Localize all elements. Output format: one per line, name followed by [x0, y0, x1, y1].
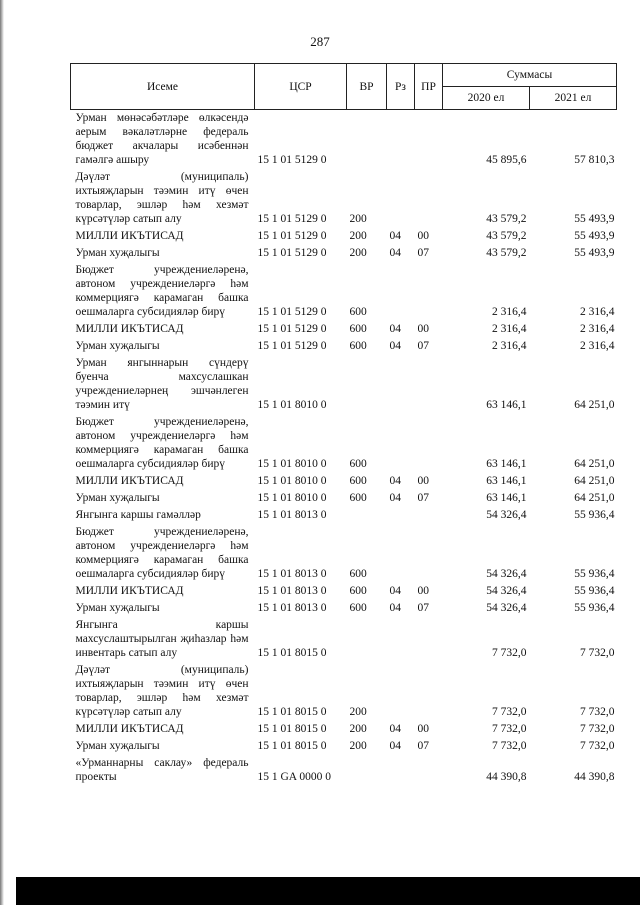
row-pr: 07 [417, 602, 429, 614]
row-csr: 15 1 01 8013 0 [257, 509, 327, 521]
row-sum-2020: 7 732,0 [492, 647, 527, 659]
row-csr: 15 1 GA 0000 0 [257, 771, 331, 783]
row-vr: 600 [349, 585, 367, 597]
row-csr: 15 1 01 5129 0 [257, 230, 327, 242]
row-csr: 15 1 01 8010 0 [257, 458, 327, 470]
row-csr: 15 1 01 8010 0 [257, 492, 327, 504]
table-row [71, 490, 617, 507]
row-sum-2021: 64 251,0 [574, 475, 615, 487]
row-vr [347, 355, 387, 414]
row-sum-2021: 55 493,9 [574, 230, 615, 242]
row-sum-2021: 64 251,0 [574, 458, 615, 470]
table-row [71, 338, 617, 355]
header-rz: Рз [387, 64, 415, 110]
table-row [71, 110, 617, 170]
row-sum-2021: 55 936,4 [574, 568, 615, 580]
row-pr [415, 414, 443, 473]
row-sum-2021: 7 732,0 [580, 706, 615, 718]
row-vr: 600 [349, 492, 367, 504]
row-csr: 15 1 01 8015 0 [257, 706, 327, 718]
row-csr: 15 1 01 5129 0 [257, 340, 327, 352]
row-sum-2020: 54 326,4 [486, 509, 527, 521]
table-row [71, 355, 617, 414]
table-row [71, 228, 617, 245]
row-csr: 15 1 01 8015 0 [257, 723, 327, 735]
row-name: Дәүләт (муниципаль) ихтыяҗларын тәэмин итү өчен товарлар, эшләр һәм хезмәт күрсәтүләр сатып алу [75, 171, 249, 225]
row-name: МИЛЛИ ИКЪТИСАД [75, 323, 184, 335]
table-row [71, 755, 617, 786]
row-pr [415, 169, 443, 228]
row-pr: 00 [417, 230, 429, 242]
row-csr: 15 1 01 5129 0 [257, 213, 327, 225]
table-row [71, 321, 617, 338]
row-sum-2020: 43 579,2 [486, 213, 527, 225]
row-sum-2021: 64 251,0 [574, 399, 615, 411]
row-vr: 200 [349, 740, 367, 752]
row-sum-2020: 63 146,1 [486, 475, 527, 487]
page-number: 287 [310, 34, 330, 49]
row-rz [387, 169, 415, 228]
row-rz: 04 [389, 247, 401, 259]
table-row [71, 617, 617, 662]
table-row [71, 662, 617, 721]
row-pr: 07 [417, 247, 429, 259]
row-sum-2021: 44 390,8 [574, 771, 615, 783]
row-vr: 600 [349, 568, 367, 580]
row-pr [415, 755, 443, 786]
table-row [71, 262, 617, 321]
row-rz [387, 110, 415, 170]
row-rz: 04 [389, 230, 401, 242]
row-name: Урман мөнәсәбәтләре өлкәсендә аерым вәкаләтләрне федераль бюджет акчалары исәбеннән гамәлгә ашыру [75, 112, 249, 166]
row-sum-2020: 7 732,0 [492, 740, 527, 752]
row-name: МИЛЛИ ИКЪТИСАД [75, 585, 184, 597]
row-csr: 15 1 01 8013 0 [257, 585, 327, 597]
row-rz [387, 355, 415, 414]
header-year-2021: 2021 ел [530, 87, 617, 110]
row-name: Янгынга каршы махсуслаштырылган җиһазлар һәм инвентарь сатып алу [75, 619, 249, 659]
row-vr [347, 755, 387, 786]
row-vr: 200 [349, 213, 367, 225]
row-csr: 15 1 01 8010 0 [257, 399, 327, 411]
row-sum-2020: 7 732,0 [492, 723, 527, 735]
row-name: Урман янгыннарын сүндерү буенча махсуслашкан учреждениеләрнең эшчәнлеген тәэмин итү [75, 357, 249, 411]
row-sum-2020: 63 146,1 [486, 458, 527, 470]
row-pr: 07 [417, 740, 429, 752]
row-sum-2021: 2 316,4 [580, 306, 615, 318]
header-csr: ЦСР [255, 64, 347, 110]
row-sum-2020: 2 316,4 [492, 340, 527, 352]
header-pr: ПР [415, 64, 443, 110]
table-row [71, 245, 617, 262]
row-csr: 15 1 01 5129 0 [257, 323, 327, 335]
row-sum-2021: 64 251,0 [574, 492, 615, 504]
row-name: МИЛЛИ ИКЪТИСАД [75, 723, 184, 735]
row-name: Бюджет учреждениеләренә, автоном учреждениеләргә һәм коммерциягә карамаган башка оешмаларга субсидияләр бирү [75, 264, 249, 318]
row-rz: 04 [389, 492, 401, 504]
row-name: Бюджет учреждениеләренә, автоном учреждениеләргә һәм коммерциягә карамаган башка оешмаларга субсидияләр бирү [75, 526, 249, 580]
table-row [71, 583, 617, 600]
row-sum-2020: 54 326,4 [486, 602, 527, 614]
row-csr: 15 1 01 8015 0 [257, 740, 327, 752]
row-sum-2021: 55 493,9 [574, 213, 615, 225]
row-pr [415, 262, 443, 321]
row-vr: 200 [349, 723, 367, 735]
table-row [71, 414, 617, 473]
table-row [71, 600, 617, 617]
row-sum-2021: 55 493,9 [574, 247, 615, 259]
row-pr [415, 355, 443, 414]
row-vr: 600 [349, 458, 367, 470]
row-sum-2021: 55 936,4 [574, 509, 615, 521]
row-rz: 04 [389, 323, 401, 335]
row-sum-2021: 2 316,4 [580, 340, 615, 352]
row-name: Бюджет учреждениеләренә, автоном учреждениеләргә һәм коммерциягә карамаган башка оешмаларга субсидияләр бирү [75, 416, 249, 470]
row-rz: 04 [389, 475, 401, 487]
row-vr: 600 [349, 340, 367, 352]
row-rz: 04 [389, 602, 401, 614]
row-name: Урман хуҗалыгы [75, 492, 160, 504]
row-rz [387, 524, 415, 583]
row-sum-2021: 7 732,0 [580, 723, 615, 735]
row-sum-2021: 2 316,4 [580, 323, 615, 335]
row-pr: 00 [417, 323, 429, 335]
table-row [71, 738, 617, 755]
row-vr: 200 [349, 706, 367, 718]
table-row [71, 507, 617, 524]
row-sum-2020: 7 732,0 [492, 706, 527, 718]
header-year-2020: 2020 ел [443, 87, 530, 110]
row-name: МИЛЛИ ИКЪТИСАД [75, 475, 184, 487]
row-name: Янгынга каршы гамәлләр [75, 509, 201, 521]
row-vr: 600 [349, 323, 367, 335]
row-sum-2020: 43 579,2 [486, 230, 527, 242]
row-vr: 600 [349, 475, 367, 487]
row-sum-2020: 43 579,2 [486, 247, 527, 259]
row-pr [415, 524, 443, 583]
row-sum-2021: 7 732,0 [580, 647, 615, 659]
row-sum-2021: 55 936,4 [574, 602, 615, 614]
row-pr [415, 662, 443, 721]
row-pr: 07 [417, 340, 429, 352]
row-sum-2021: 7 732,0 [580, 740, 615, 752]
row-pr: 00 [417, 723, 429, 735]
row-name: Урман хуҗалыгы [75, 247, 160, 259]
table-row [71, 473, 617, 490]
row-rz: 04 [389, 340, 401, 352]
row-csr: 15 1 01 8013 0 [257, 568, 327, 580]
row-name: Урман хуҗалыгы [75, 740, 160, 752]
header-name: Исеме [71, 64, 255, 110]
row-pr: 00 [417, 585, 429, 597]
header-sums: Суммасы [443, 64, 617, 87]
row-rz: 04 [389, 740, 401, 752]
header-vr: ВР [347, 64, 387, 110]
row-rz [387, 507, 415, 524]
row-sum-2020: 63 146,1 [486, 492, 527, 504]
row-rz [387, 662, 415, 721]
row-csr: 15 1 01 8010 0 [257, 475, 327, 487]
row-sum-2020: 44 390,8 [486, 771, 527, 783]
row-pr [415, 617, 443, 662]
row-csr: 15 1 01 8013 0 [257, 602, 327, 614]
row-rz [387, 617, 415, 662]
row-sum-2020: 45 895,6 [486, 154, 527, 166]
row-name: Урман хуҗалыгы [75, 602, 160, 614]
row-vr: 600 [349, 602, 367, 614]
row-sum-2021: 57 810,3 [574, 154, 615, 166]
row-name: Урман хуҗалыгы [75, 340, 160, 352]
budget-table [70, 63, 617, 786]
row-vr: 600 [349, 306, 367, 318]
row-rz: 04 [389, 585, 401, 597]
row-rz [387, 755, 415, 786]
row-rz: 04 [389, 723, 401, 735]
row-sum-2021: 55 936,4 [574, 585, 615, 597]
table-row [71, 169, 617, 228]
row-csr: 15 1 01 8015 0 [257, 647, 327, 659]
row-name: «Урманнарны саклау» федераль проекты [75, 757, 249, 783]
row-pr: 00 [417, 475, 429, 487]
row-sum-2020: 2 316,4 [492, 323, 527, 335]
scan-bottom-border [16, 877, 640, 905]
table-body [71, 110, 617, 787]
row-vr [347, 507, 387, 524]
row-csr: 15 1 01 5129 0 [257, 306, 327, 318]
row-pr [415, 507, 443, 524]
row-vr: 200 [349, 247, 367, 259]
row-vr: 200 [349, 230, 367, 242]
row-sum-2020: 54 326,4 [486, 585, 527, 597]
row-name: Дәүләт (муниципаль) ихтыяҗларын тәэмин итү өчен товарлар, эшләр һәм хезмәт күрсәтүләр сатып алу [75, 664, 249, 718]
table-row [71, 524, 617, 583]
row-vr [347, 110, 387, 170]
row-sum-2020: 2 316,4 [492, 306, 527, 318]
row-rz [387, 262, 415, 321]
row-csr: 15 1 01 5129 0 [257, 154, 327, 166]
row-vr [347, 617, 387, 662]
row-sum-2020: 54 326,4 [486, 568, 527, 580]
table-row [71, 721, 617, 738]
row-rz [387, 414, 415, 473]
scan-edge-shadow [0, 0, 4, 905]
row-sum-2020: 63 146,1 [486, 399, 527, 411]
row-name: МИЛЛИ ИКЪТИСАД [75, 230, 184, 242]
row-pr: 07 [417, 492, 429, 504]
row-csr: 15 1 01 5129 0 [257, 247, 327, 259]
row-pr [415, 110, 443, 170]
